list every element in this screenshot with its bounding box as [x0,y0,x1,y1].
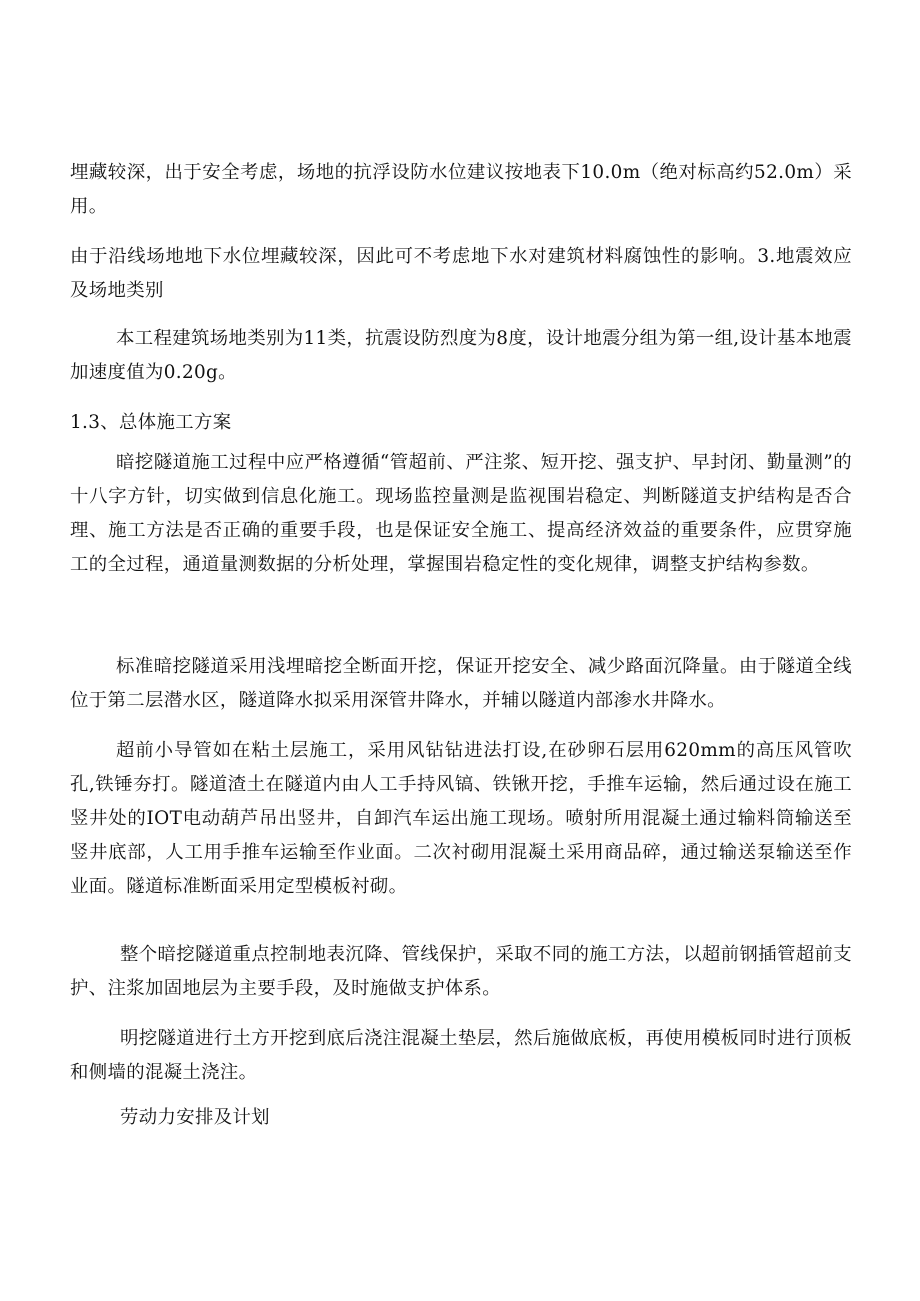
paragraph-corrosion-effect: 由于沿线场地地下水位埋藏较深，因此可不考虑地下水对建筑材料腐蚀性的影响。3.地震效应及场地类别 [70,246,852,301]
paragraph-advance-pipe: 超前小导管如在粘土层施工，采用风钻钻进法打设,在砂卵石层用620mm的高压风管吹孔,铁锤夯打。隧道渣土在隧道内由人工手持风镐、铁锹开挖，手推车运输，然后通过设在施工竖井处的IOT电动葫芦吊出竖井，自卸汽车运出施工现场。喷射所用混凝土通过输料筒输送至竖井底部，人工用手推车运输至作业面。二次衬砌用混凝土采用商品碎，通过输送泵输送至作业面。隧道标准断面采用定型模板衬砌。 [70,740,852,897]
paragraph-groundwater-level: 埋藏较深，出于安全考虑，场地的抗浮设防水位建议按地表下10.0m（绝对标高约52.0m）采用。 [70,162,852,217]
paragraph-tunnel-principles: 暗挖隧道施工过程中应严格遵循“管超前、严注浆、短开挖、强支护、早封闭、勤量测”的十八字方针，切实做到信息化施工。现场监控量测是监视围岩稳定、判断隧道支护结构是否合理、施工方法是否正确的重要手段，也是保证安全施工、提高经济效益的重要条件，应贯穿施工的全过程，通道量测数据的分析处理，掌握围岩稳定性的变化规律，调整支护结构参数。 [70,452,852,575]
paragraph-excavation-method: 标准暗挖隧道采用浅埋暗挖全断面开挖，保证开挖安全、减少路面沉降量。由于隧道全线位于第二层潜水区，隧道降水拟采用深管井降水，并辅以隧道内部渗水井降水。 [70,656,852,711]
paragraph-settlement-control: 整个暗挖隧道重点控制地表沉降、管线保护，采取不同的施工方法，以超前钢插管超前支护、注浆加固地层为主要手段，及时施做支护体系。 [70,944,852,999]
paragraph-site-category: 本工程建筑场地类别为11类，抗震设防烈度为8度，设计地震分组为第一组,设计基本地震加速度值为0.20g。 [70,328,852,383]
section-heading-construction-plan: 1.3、总体施工方案 [70,412,232,433]
paragraph-open-cut: 明挖隧道进行土方开挖到底后浇注混凝土垫层，然后施做底板，再使用模板同时进行顶板和侧墙的混凝土浇注。 [70,1028,852,1083]
section-heading-labor-plan: 劳动力安排及计划 [120,1107,270,1128]
